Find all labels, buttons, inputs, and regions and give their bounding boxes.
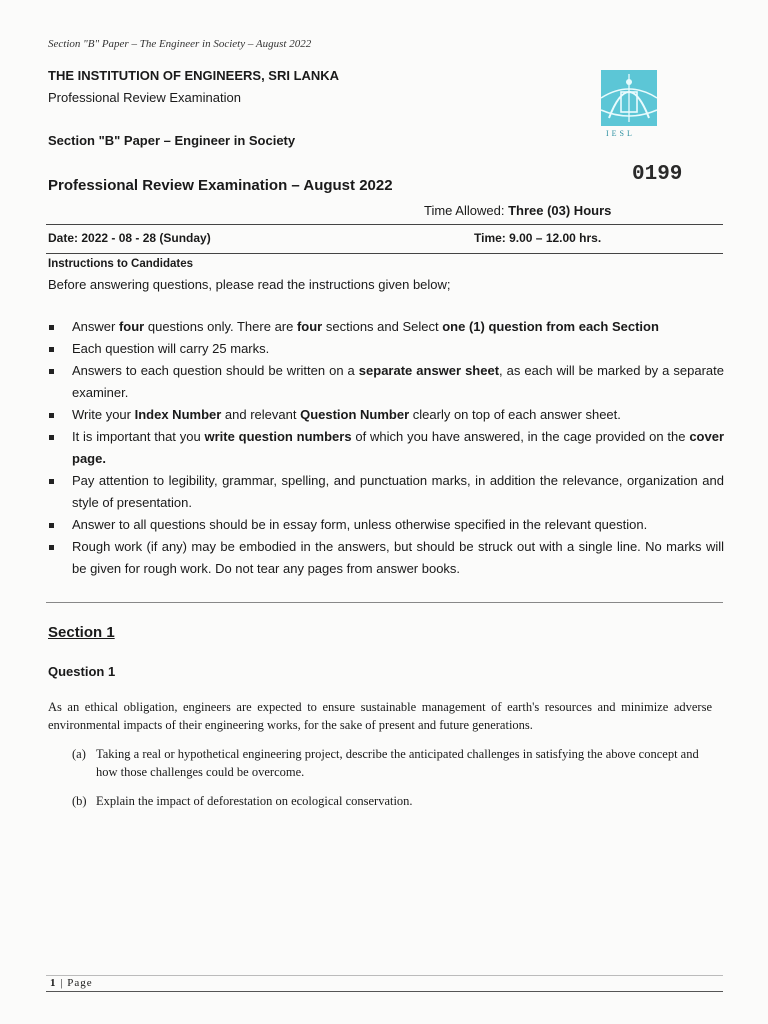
page-number: 1 <box>50 977 57 989</box>
instruction-text: Question Number <box>300 407 410 422</box>
time-allowed <box>424 203 611 218</box>
instruction-text: Write your <box>72 407 135 422</box>
instruction-text: questions only. There are <box>144 319 297 334</box>
instruction-text: clearly on top of each answer sheet. <box>409 407 621 422</box>
instruction-item <box>48 316 724 338</box>
part-label: (a) <box>72 747 86 761</box>
question-title: Question 1 <box>48 664 116 679</box>
instruction-text: sections and Select <box>322 319 443 334</box>
instruction-text: Answers to each question should be written on a <box>72 363 359 378</box>
exam-title: Professional Review Examination – August 2022 <box>48 177 393 194</box>
paper-code: 0199 <box>632 163 683 186</box>
page-label: Page <box>67 977 93 989</box>
logo-emblem-icon <box>601 70 657 126</box>
paper-title: Section "B" Paper – Engineer in Society <box>48 133 296 148</box>
iesl-logo <box>601 70 657 126</box>
time-allowed-label: Time Allowed: <box>424 203 509 218</box>
section-divider <box>46 602 723 603</box>
part-text: Explain the impact of deforestation on ecological conservation. <box>96 794 413 808</box>
exam-subtitle: Professional Review Examination <box>48 90 241 105</box>
institution-name: THE INSTITUTION OF ENGINEERS, SRI LANKA <box>48 68 340 83</box>
footer-rule-top <box>46 975 723 976</box>
instruction-text: of which you have answered, in the cage provided on the <box>351 429 690 444</box>
page-footer <box>50 977 93 989</box>
running-header: Section "B" Paper – The Engineer in Society – August 2022 <box>48 38 312 50</box>
instruction-item <box>48 338 724 360</box>
instruction-text: It is important that you <box>72 429 205 444</box>
instruction-text: cover page. <box>72 429 725 466</box>
instruction-text: Answer to all questions should be in essay form, unless otherwise specified in the relevant question. <box>72 517 648 532</box>
instruction-text: write question numbers <box>204 429 352 444</box>
instruction-text: Rough work (if any) may be embodied in the answers, but should be struck out with a single line. No marks will be given for rough work. Do not tear any pages from answer books. <box>72 539 724 576</box>
instruction-text: Index Number <box>134 407 222 422</box>
page-separator: | <box>56 977 68 989</box>
instruction-text: Answer <box>72 319 119 334</box>
logo-caption: IESL <box>606 129 635 138</box>
exam-date: Date: 2022 - 08 - 28 (Sunday) <box>48 231 211 245</box>
question-part-a <box>72 745 712 781</box>
instruction-text: four <box>118 319 145 334</box>
instruction-text: one (1) question from each Section <box>442 319 659 334</box>
part-label: (b) <box>72 794 87 808</box>
instruction-item <box>48 514 724 536</box>
question-text: As an ethical obligation, engineers are expected to ensure sustainable management of earth's resources and minimize adverse environmental impacts of their engineering works, for the sake of present and future generations. <box>48 700 712 732</box>
question-part-b <box>72 792 712 810</box>
instruction-item <box>48 470 724 514</box>
section-title: Section 1 <box>48 624 115 641</box>
header-rule-top <box>46 224 723 225</box>
part-text: Taking a real or hypothetical engineering project, describe the anticipated challenges in satisfying the above concept and how those challenges could be overcome. <box>96 747 699 779</box>
footer-rule-bottom <box>46 991 723 992</box>
instruction-item <box>48 404 724 426</box>
instructions-intro: Before answering questions, please read the instructions given below; <box>48 277 451 292</box>
instructions-list <box>48 316 724 580</box>
instruction-text: and relevant <box>221 407 301 422</box>
instruction-item <box>48 426 724 470</box>
instruction-text: , as each will be marked by a separate examiner. <box>72 363 724 400</box>
instruction-text: Each question will carry 25 marks. <box>72 341 270 356</box>
instruction-item <box>48 360 724 404</box>
instructions-heading: Instructions to Candidates <box>48 258 194 270</box>
exam-time: Time: 9.00 – 12.00 hrs. <box>474 231 602 245</box>
instruction-text: four <box>296 319 323 334</box>
header-rule-bottom <box>46 253 723 254</box>
time-allowed-value: Three (03) Hours <box>508 203 612 218</box>
instruction-text: Pay attention to legibility, grammar, spelling, and punctuation marks, in addition the relevance, organization and style of presentation. <box>72 473 724 510</box>
instruction-text: separate answer sheet <box>358 363 500 378</box>
instruction-item <box>48 536 724 580</box>
